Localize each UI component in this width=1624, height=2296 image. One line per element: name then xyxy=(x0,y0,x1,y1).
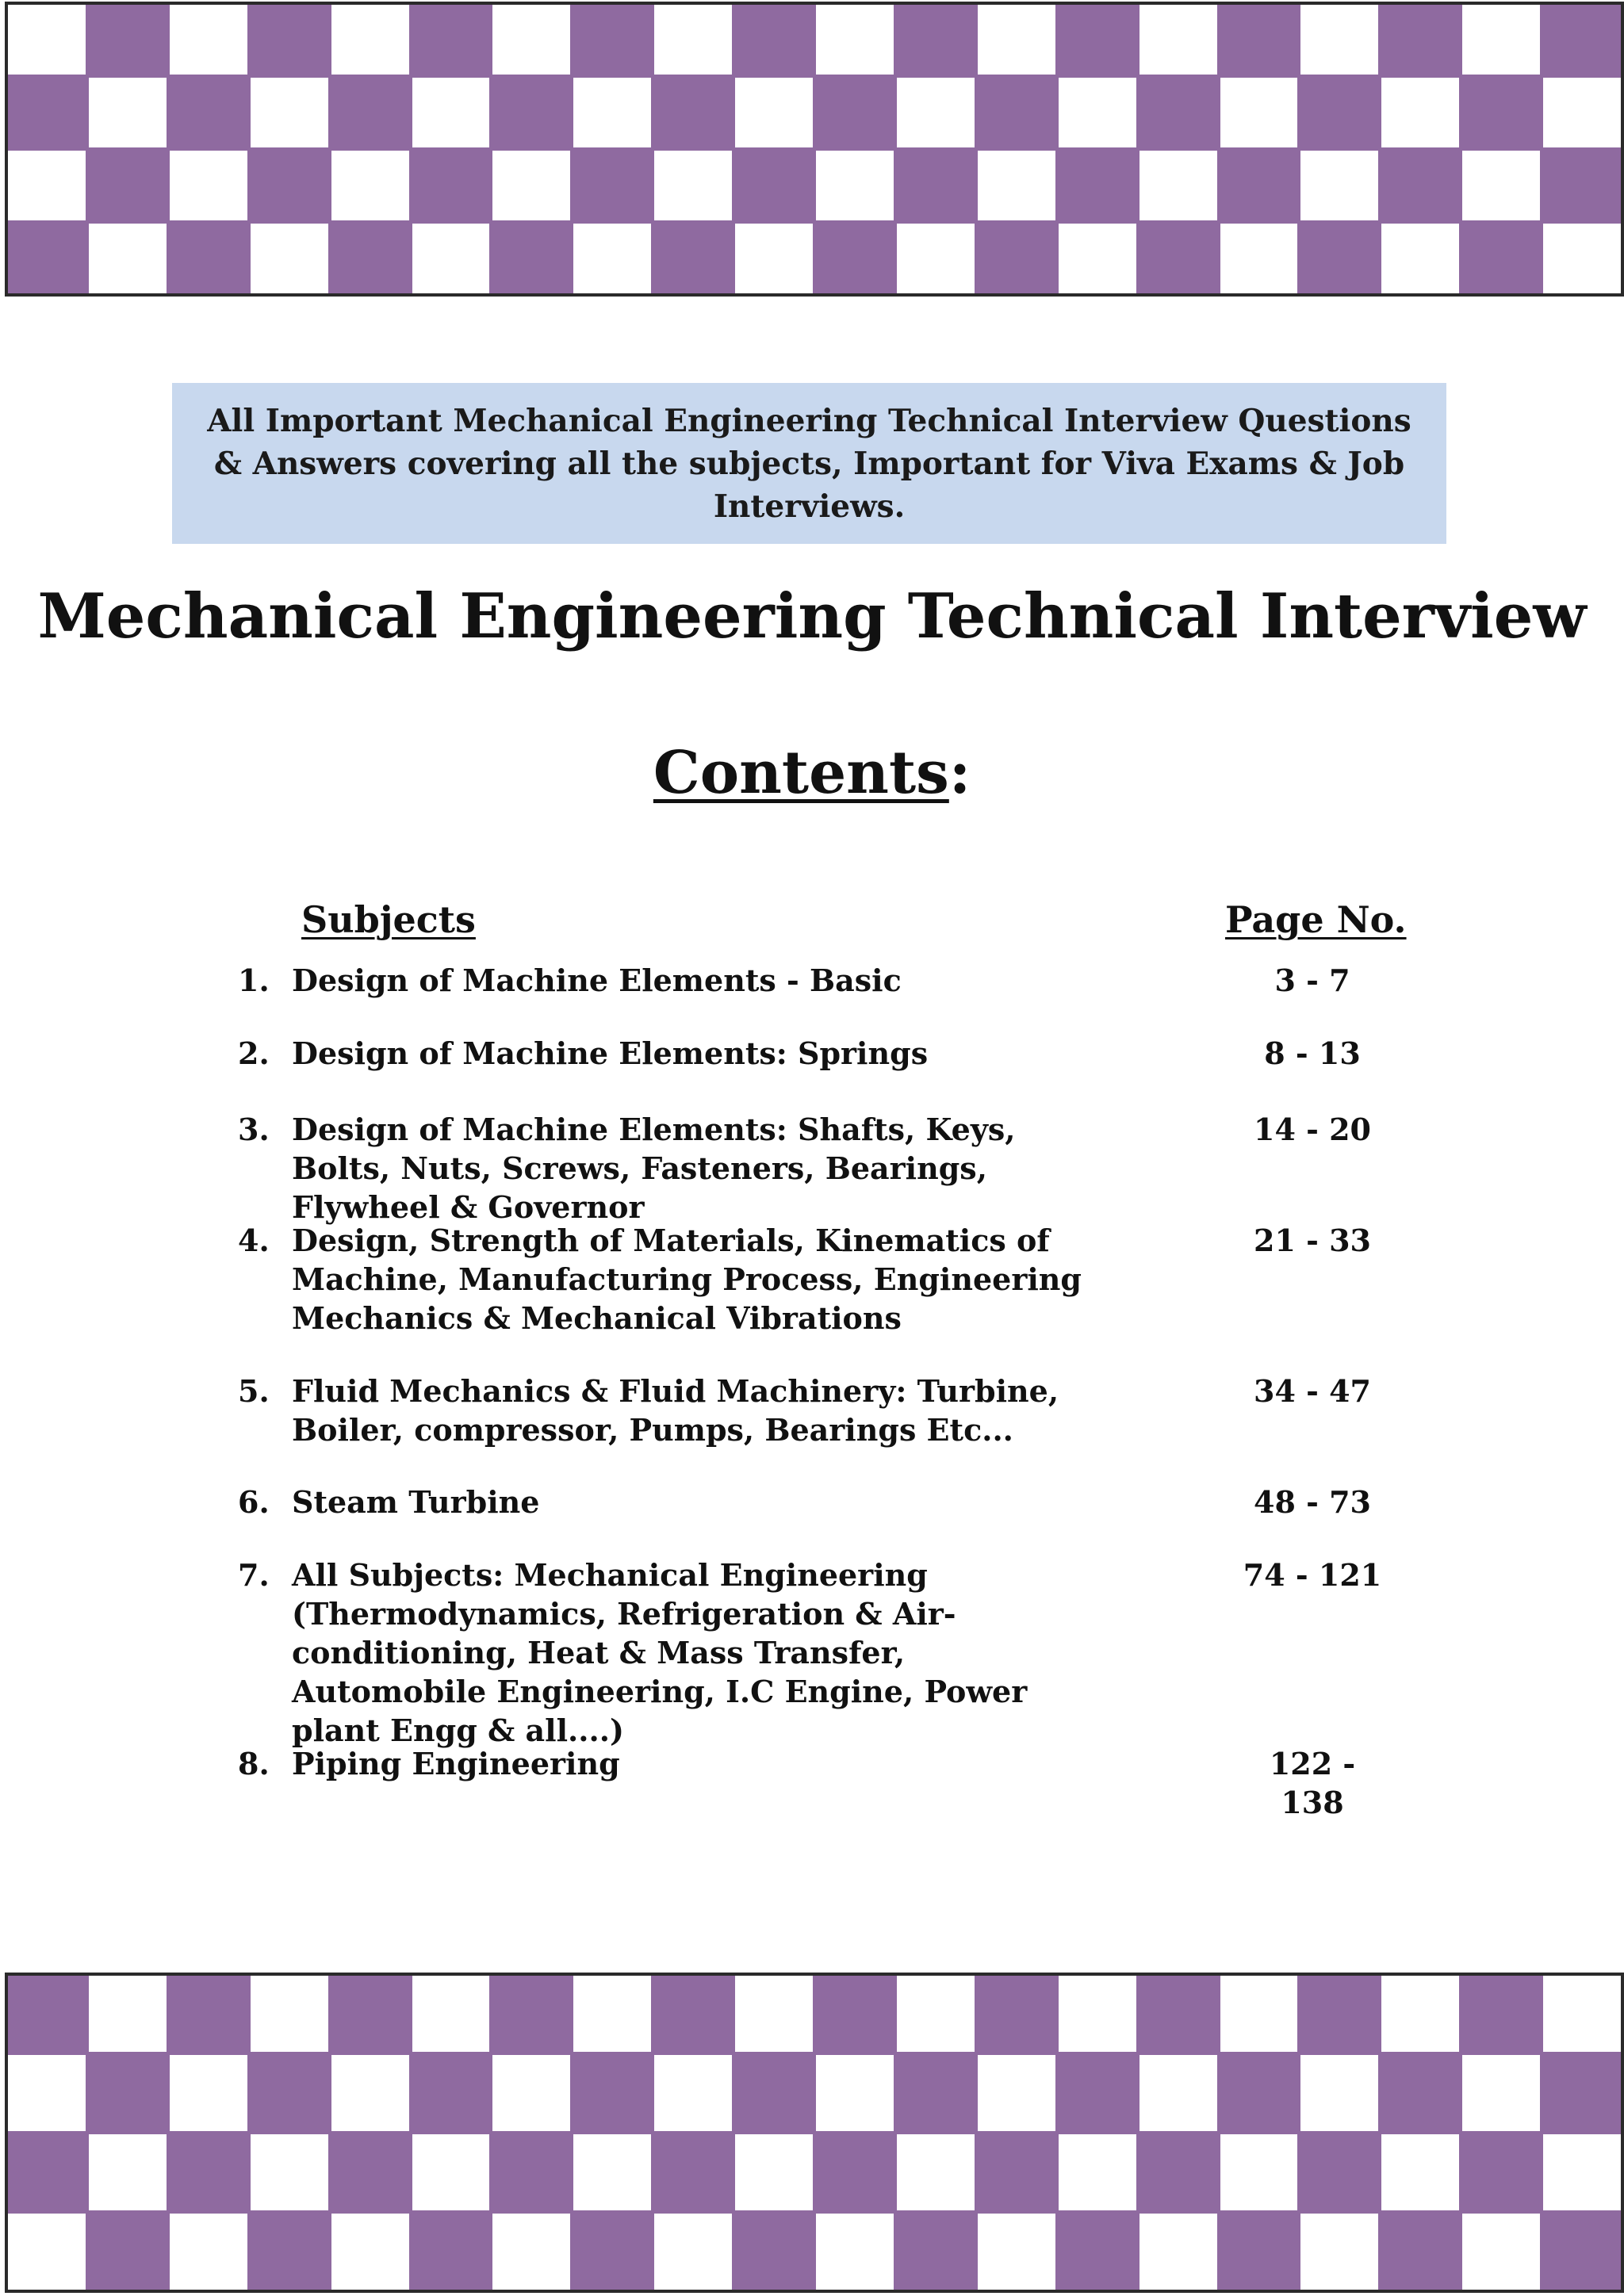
bottom-checker-border xyxy=(5,1973,1624,2293)
checker-square xyxy=(978,2214,1055,2290)
checker-square xyxy=(170,2055,247,2131)
checker-square xyxy=(654,2055,732,2131)
checker-square xyxy=(492,224,570,293)
checker-square xyxy=(573,78,651,147)
checker-square xyxy=(897,2134,975,2210)
checker-square xyxy=(1300,78,1378,147)
checker-square xyxy=(978,224,1055,293)
checker-square xyxy=(978,1976,1055,2052)
checker-square xyxy=(1059,224,1136,293)
checker-square xyxy=(735,2055,813,2131)
checker-square xyxy=(1300,1976,1378,2052)
checker-square xyxy=(1059,5,1136,75)
checker-square xyxy=(573,2214,651,2290)
checker-square xyxy=(654,2214,732,2290)
checker-square xyxy=(573,2134,651,2210)
checker-square xyxy=(8,5,86,75)
checker-square xyxy=(1139,5,1217,75)
checker-square xyxy=(1300,2134,1378,2210)
checker-square xyxy=(1462,5,1540,75)
top-checker-border xyxy=(5,2,1624,297)
checker-square xyxy=(654,2134,732,2210)
checker-square xyxy=(1381,1976,1459,2052)
checker-square xyxy=(1139,2134,1217,2210)
checker-square xyxy=(1462,224,1540,293)
checker-square xyxy=(492,2055,570,2131)
checker-square xyxy=(897,78,975,147)
checker-square xyxy=(492,2214,570,2290)
checker-square xyxy=(1220,224,1298,293)
checker-square xyxy=(251,5,328,75)
checker-square xyxy=(1139,2214,1217,2290)
checker-square xyxy=(1059,78,1136,147)
checker-square xyxy=(735,224,813,293)
checker-square xyxy=(1462,2055,1540,2131)
checker-square xyxy=(1139,1976,1217,2052)
checker-square xyxy=(1462,78,1540,147)
checker-square xyxy=(1139,2055,1217,2131)
checker-square xyxy=(1220,2134,1298,2210)
checker-square xyxy=(735,1976,813,2052)
checker-square xyxy=(1059,1976,1136,2052)
toc-number: 8. xyxy=(238,1746,270,1781)
page-no-column-header: Page No. xyxy=(1225,898,1407,941)
checker-square xyxy=(8,224,86,293)
checker-square xyxy=(1462,151,1540,220)
toc-number: 5. xyxy=(238,1373,270,1409)
contents-heading-colon: : xyxy=(948,739,971,807)
checker-square xyxy=(1220,151,1298,220)
checker-square xyxy=(1300,2055,1378,2131)
checker-square xyxy=(816,2055,894,2131)
checker-square xyxy=(1220,5,1298,75)
checker-square xyxy=(170,2214,247,2290)
checker-square xyxy=(1220,1976,1298,2052)
checker-square xyxy=(1381,5,1459,75)
checker-square xyxy=(1059,2055,1136,2131)
checker-square xyxy=(331,5,409,75)
checker-square xyxy=(251,224,328,293)
checker-square xyxy=(170,78,247,147)
checker-square xyxy=(816,78,894,147)
checker-square xyxy=(331,151,409,220)
checker-square xyxy=(735,2134,813,2210)
checker-square xyxy=(816,2214,894,2290)
page-title: Mechanical Engineering Technical Interview xyxy=(37,580,1587,652)
checker-square xyxy=(735,151,813,220)
checker-square xyxy=(897,2055,975,2131)
checker-square xyxy=(1381,151,1459,220)
checker-square xyxy=(170,151,247,220)
checker-square xyxy=(978,5,1055,75)
toc-subject: Fluid Mechanics & Fluid Machinery: Turbine, Boiler, compressor, Pumps, Bearings Etc... xyxy=(292,1373,1059,1448)
checker-square xyxy=(8,2134,86,2210)
checker-square xyxy=(1543,5,1621,75)
checker-square xyxy=(1300,2214,1378,2290)
checker-square xyxy=(897,224,975,293)
toc-number: 2. xyxy=(238,1035,270,1071)
checker-square xyxy=(1059,2214,1136,2290)
checker-square xyxy=(331,2055,409,2131)
checker-square xyxy=(654,1976,732,2052)
checker-square xyxy=(1139,151,1217,220)
contents-heading-text: Contents xyxy=(653,739,949,807)
toc-page-range: 14 - 20 xyxy=(1254,1112,1371,1147)
checker-square xyxy=(89,2134,167,2210)
checker-square xyxy=(8,2055,86,2131)
checker-square xyxy=(1220,2055,1298,2131)
checker-square xyxy=(331,1976,409,2052)
checker-square xyxy=(654,151,732,220)
checker-square xyxy=(573,1976,651,2052)
checker-square xyxy=(735,78,813,147)
checker-square xyxy=(1220,78,1298,147)
checker-square xyxy=(897,5,975,75)
checker-square xyxy=(89,2055,167,2131)
checker-square xyxy=(1381,2055,1459,2131)
checker-square xyxy=(412,78,490,147)
checker-square xyxy=(1300,224,1378,293)
checker-square xyxy=(897,2214,975,2290)
checker-square xyxy=(251,1976,328,2052)
checker-square xyxy=(735,5,813,75)
checker-square xyxy=(492,2134,570,2210)
checker-square xyxy=(492,151,570,220)
checker-square xyxy=(654,78,732,147)
checker-square xyxy=(1543,2055,1621,2131)
checker-square xyxy=(170,1976,247,2052)
checker-square xyxy=(1462,2214,1540,2290)
checker-square xyxy=(573,5,651,75)
toc-number: 3. xyxy=(238,1112,270,1147)
toc-number: 6. xyxy=(238,1484,270,1520)
toc-subject: Steam Turbine xyxy=(292,1484,540,1520)
checker-square xyxy=(573,2055,651,2131)
checker-square xyxy=(1300,151,1378,220)
checker-square xyxy=(654,5,732,75)
checker-square xyxy=(412,151,490,220)
checker-square xyxy=(1381,224,1459,293)
checker-square xyxy=(8,78,86,147)
checker-square xyxy=(1543,78,1621,147)
checker-square xyxy=(1543,1976,1621,2052)
checker-square xyxy=(492,5,570,75)
toc-subject: All Subjects: Mechanical Engineering (Thermodynamics, Refrigeration & Air-conditioning, Heat & Mass Transfer, Automobile Engineering, I.C Engine, Power plant Engg & all....) xyxy=(292,1557,1028,1748)
checker-square xyxy=(170,5,247,75)
checker-square xyxy=(573,151,651,220)
checker-square xyxy=(331,224,409,293)
checker-square xyxy=(978,78,1055,147)
checker-square xyxy=(1543,151,1621,220)
checker-square xyxy=(251,2214,328,2290)
checker-square xyxy=(89,5,167,75)
checker-square xyxy=(1462,1976,1540,2052)
checker-square xyxy=(1381,78,1459,147)
checker-square xyxy=(251,2134,328,2210)
checker-square xyxy=(1462,2134,1540,2210)
checker-square xyxy=(251,2055,328,2131)
contents-heading xyxy=(0,733,1624,813)
toc-number: 7. xyxy=(238,1557,270,1593)
toc-subject: Piping Engineering xyxy=(292,1746,620,1781)
checker-square xyxy=(89,151,167,220)
checker-square xyxy=(89,78,167,147)
checker-square xyxy=(412,5,490,75)
checker-square xyxy=(1220,2214,1298,2290)
checker-square xyxy=(978,151,1055,220)
checker-square xyxy=(8,1976,86,2052)
checker-square xyxy=(816,224,894,293)
checker-square xyxy=(1543,224,1621,293)
toc-number: 1. xyxy=(238,962,270,998)
toc-number: 4. xyxy=(238,1223,270,1258)
checker-square xyxy=(170,224,247,293)
checker-square xyxy=(412,224,490,293)
checker-square xyxy=(816,2134,894,2210)
checker-square xyxy=(331,2214,409,2290)
checker-square xyxy=(492,1976,570,2052)
checker-square xyxy=(573,224,651,293)
checker-square xyxy=(1059,151,1136,220)
checker-square xyxy=(1381,2214,1459,2290)
checker-square xyxy=(816,1976,894,2052)
checker-square xyxy=(331,78,409,147)
checker-square xyxy=(897,1976,975,2052)
checker-square xyxy=(1543,2214,1621,2290)
checker-square xyxy=(89,2214,167,2290)
toc-page-range: 3 - 7 xyxy=(1274,962,1350,998)
checker-square xyxy=(735,2214,813,2290)
checker-square xyxy=(89,1976,167,2052)
toc-page-range: 34 - 47 xyxy=(1254,1373,1371,1409)
checker-square xyxy=(412,1976,490,2052)
checker-square xyxy=(1059,2134,1136,2210)
checker-square xyxy=(816,5,894,75)
toc-subject: Design, Strength of Materials, Kinematics of Machine, Manufacturing Process, Engineering Mechanics & Mechanical Vibrations xyxy=(292,1223,1082,1336)
checker-square xyxy=(251,78,328,147)
checker-square xyxy=(1300,5,1378,75)
intro-banner-text: All Important Mechanical Engineering Technical Interview Questions & Answers covering all the subjects, Important for Viva Exams & Job Interviews. xyxy=(207,402,1411,525)
checker-square xyxy=(412,2134,490,2210)
checker-square xyxy=(8,151,86,220)
checker-square xyxy=(412,2055,490,2131)
checker-square xyxy=(816,151,894,220)
toc-page-range: 122 - 138 xyxy=(1269,1746,1356,1820)
checker-square xyxy=(89,224,167,293)
checker-square xyxy=(331,2134,409,2210)
checker-square xyxy=(1139,78,1217,147)
checker-square xyxy=(897,151,975,220)
checker-square xyxy=(492,78,570,147)
checker-square xyxy=(8,2214,86,2290)
toc-page-range: 21 - 33 xyxy=(1254,1223,1371,1258)
checker-square xyxy=(1381,2134,1459,2210)
toc-subject: Design of Machine Elements: Shafts, Keys, Bolts, Nuts, Screws, Fasteners, Bearings, Flywheel & Governor xyxy=(292,1112,1016,1225)
checker-square xyxy=(978,2055,1055,2131)
checker-square xyxy=(654,224,732,293)
checker-square xyxy=(412,2214,490,2290)
checker-square xyxy=(1543,2134,1621,2210)
toc-page-range: 74 - 121 xyxy=(1243,1557,1382,1593)
toc-page-range: 8 - 13 xyxy=(1264,1035,1361,1071)
checker-square xyxy=(978,2134,1055,2210)
checker-square xyxy=(1139,224,1217,293)
toc-subject: Design of Machine Elements: Springs xyxy=(292,1035,929,1071)
checker-square xyxy=(251,151,328,220)
toc-page-range: 48 - 73 xyxy=(1254,1484,1371,1520)
subjects-column-header: Subjects xyxy=(301,898,476,941)
checker-square xyxy=(170,2134,247,2210)
toc-subject: Design of Machine Elements - Basic xyxy=(292,962,902,998)
intro-banner xyxy=(172,383,1446,544)
